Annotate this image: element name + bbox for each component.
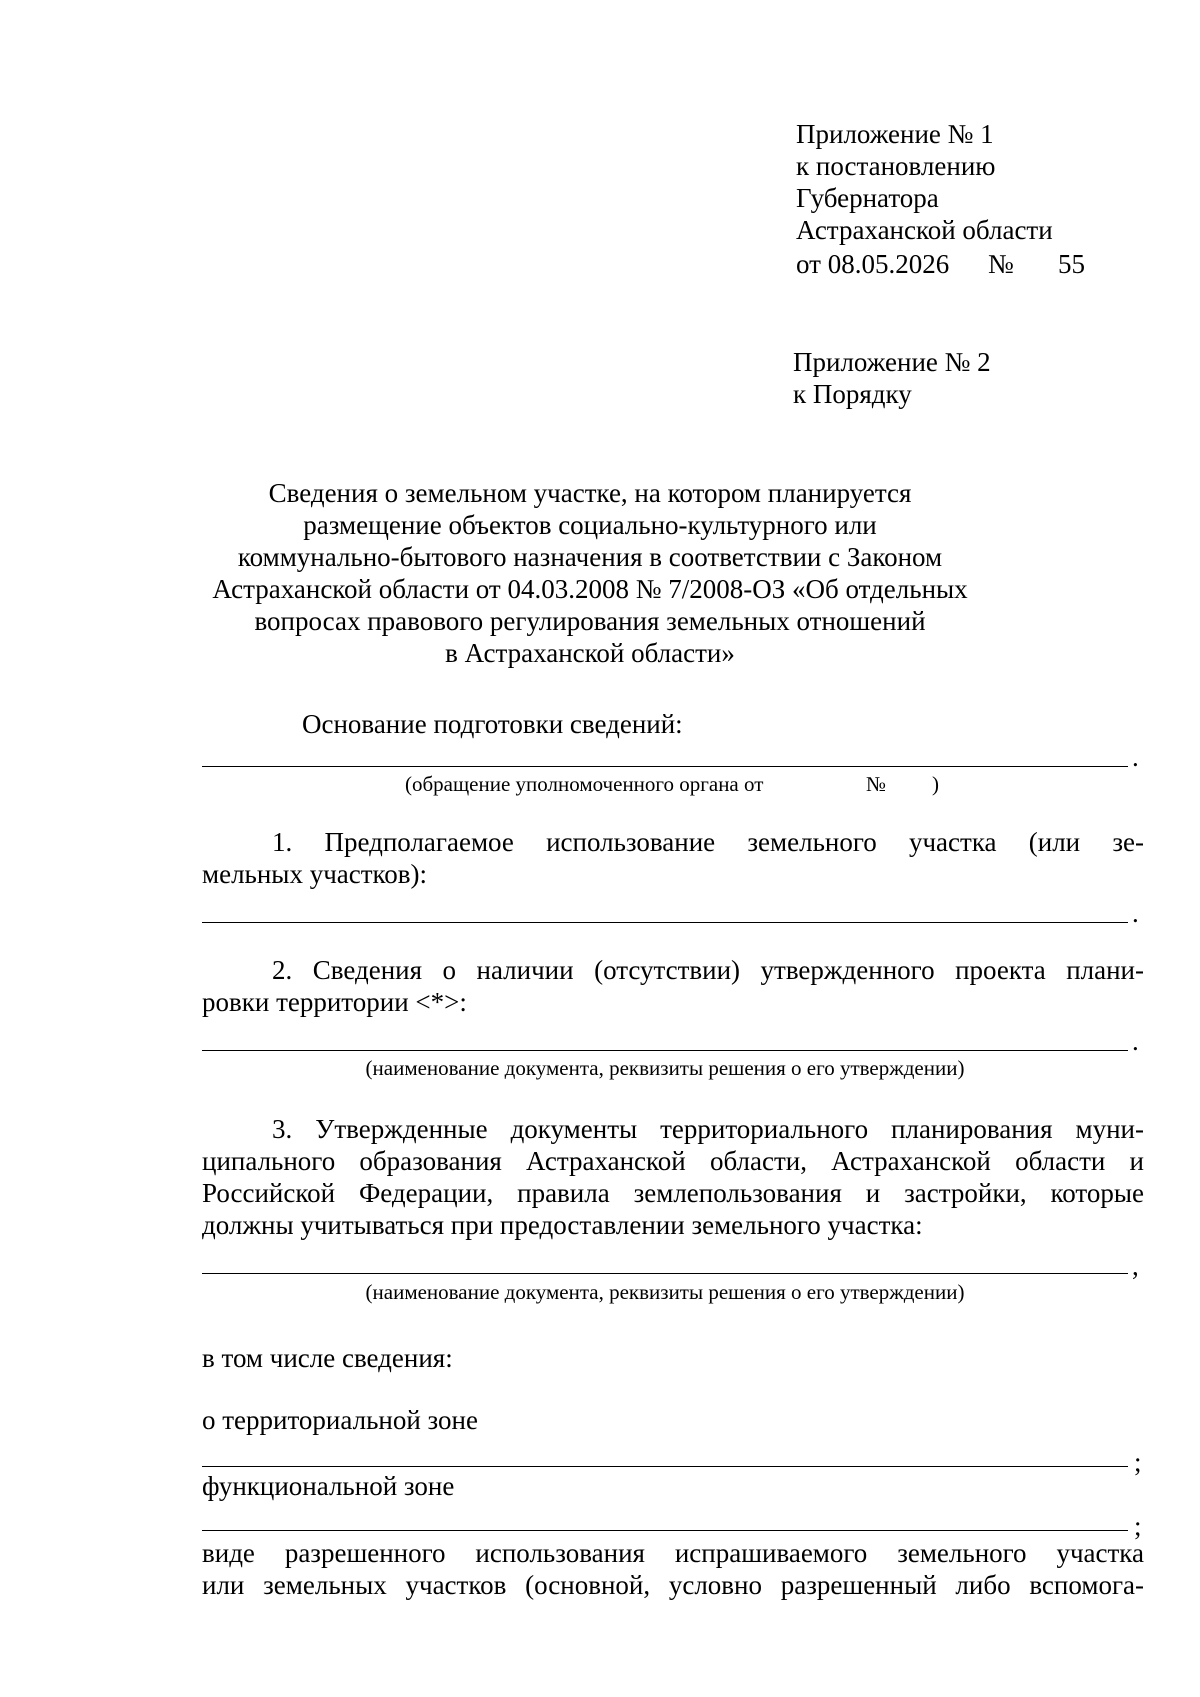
section-3-fill-line xyxy=(202,1273,1128,1274)
functional-zone-fill-line xyxy=(202,1530,1128,1531)
territorial-zone-fill-line xyxy=(202,1466,1128,1467)
section-3-line-2: ципального образования Астраханской области, Астраханской области и xyxy=(202,1146,1144,1176)
section-3-line-1: 3. Утвержденные документы территориального планирования муни- xyxy=(272,1114,1144,1144)
title-line-6: в Астраханской области» xyxy=(445,638,735,668)
section-3-hint: (наименование документа, реквизиты решения о его утверждении) xyxy=(365,1280,965,1304)
header-line-4: Астраханской области xyxy=(796,215,1053,245)
section-2-line-end: . xyxy=(1132,1026,1139,1056)
section-1-line-2: мельных участков): xyxy=(202,859,428,889)
basis-hint-number-sign: № xyxy=(866,772,887,796)
section-2-line-2: ровки территории <*>: xyxy=(202,987,467,1017)
title-line-4: Астраханской области от 04.03.2008 № 7/2008-ОЗ «Об отдельных xyxy=(212,574,968,604)
appendix-2-line-2: к Порядку xyxy=(793,379,912,409)
basis-label: Основание подготовки сведений: xyxy=(302,709,683,739)
territorial-zone-line-end: ; xyxy=(1134,1447,1142,1477)
title-line-2: размещение объектов социально-культурного или xyxy=(303,510,877,540)
header-number: 55 xyxy=(1058,249,1085,279)
section-3-line-end: , xyxy=(1132,1251,1139,1281)
section-3-line-3: Российской Федерации, правила землепользования и застройки, которые xyxy=(202,1178,1144,1208)
title-line-1: Сведения о земельном участке, на котором планируется xyxy=(268,478,912,508)
appendix-2-line-1: Приложение № 2 xyxy=(793,347,991,377)
functional-zone-line-end: ; xyxy=(1134,1511,1142,1541)
including-label: в том числе сведения: xyxy=(202,1343,453,1373)
section-2-hint: (наименование документа, реквизиты решения о его утверждении) xyxy=(365,1056,965,1080)
section-2-fill-line xyxy=(202,1050,1128,1051)
section-1-fill-line xyxy=(202,922,1128,923)
permitted-use-line-1: виде разрешенного использования испрашиваемого земельного участка xyxy=(202,1538,1144,1568)
title-line-5: вопросах правового регулирования земельных отношений xyxy=(254,606,926,636)
section-1-line-end: . xyxy=(1132,898,1139,928)
header-number-sign: № xyxy=(988,249,1014,279)
section-1-line-1: 1. Предполагаемое использование земельного участка (или зе- xyxy=(272,827,1144,857)
territorial-zone-label: о территориальной зоне xyxy=(202,1405,478,1435)
section-2-line-1: 2. Сведения о наличии (отсутствии) утвержденного проекта плани- xyxy=(272,955,1144,985)
header-line-2: к постановлению xyxy=(796,151,996,181)
header-line-3: Губернатора xyxy=(796,183,939,213)
header-date: от 08.05.2026 xyxy=(796,249,950,279)
header-line-1: Приложение № 1 xyxy=(796,119,994,149)
section-3-line-4: должны учитываться при предоставлении земельного участка: xyxy=(202,1210,923,1240)
permitted-use-line-2: или земельных участков (основной, условно разрешенный либо вспомога- xyxy=(202,1570,1144,1600)
basis-hint-prefix: (обращение уполномоченного органа от xyxy=(405,772,764,796)
basis-hint-suffix: ) xyxy=(932,772,939,796)
functional-zone-label: функциональной зоне xyxy=(202,1471,455,1501)
basis-fill-line xyxy=(202,766,1128,767)
title-line-3: коммунально-бытового назначения в соответствии с Законом xyxy=(237,542,943,572)
basis-line-end: . xyxy=(1132,742,1139,772)
